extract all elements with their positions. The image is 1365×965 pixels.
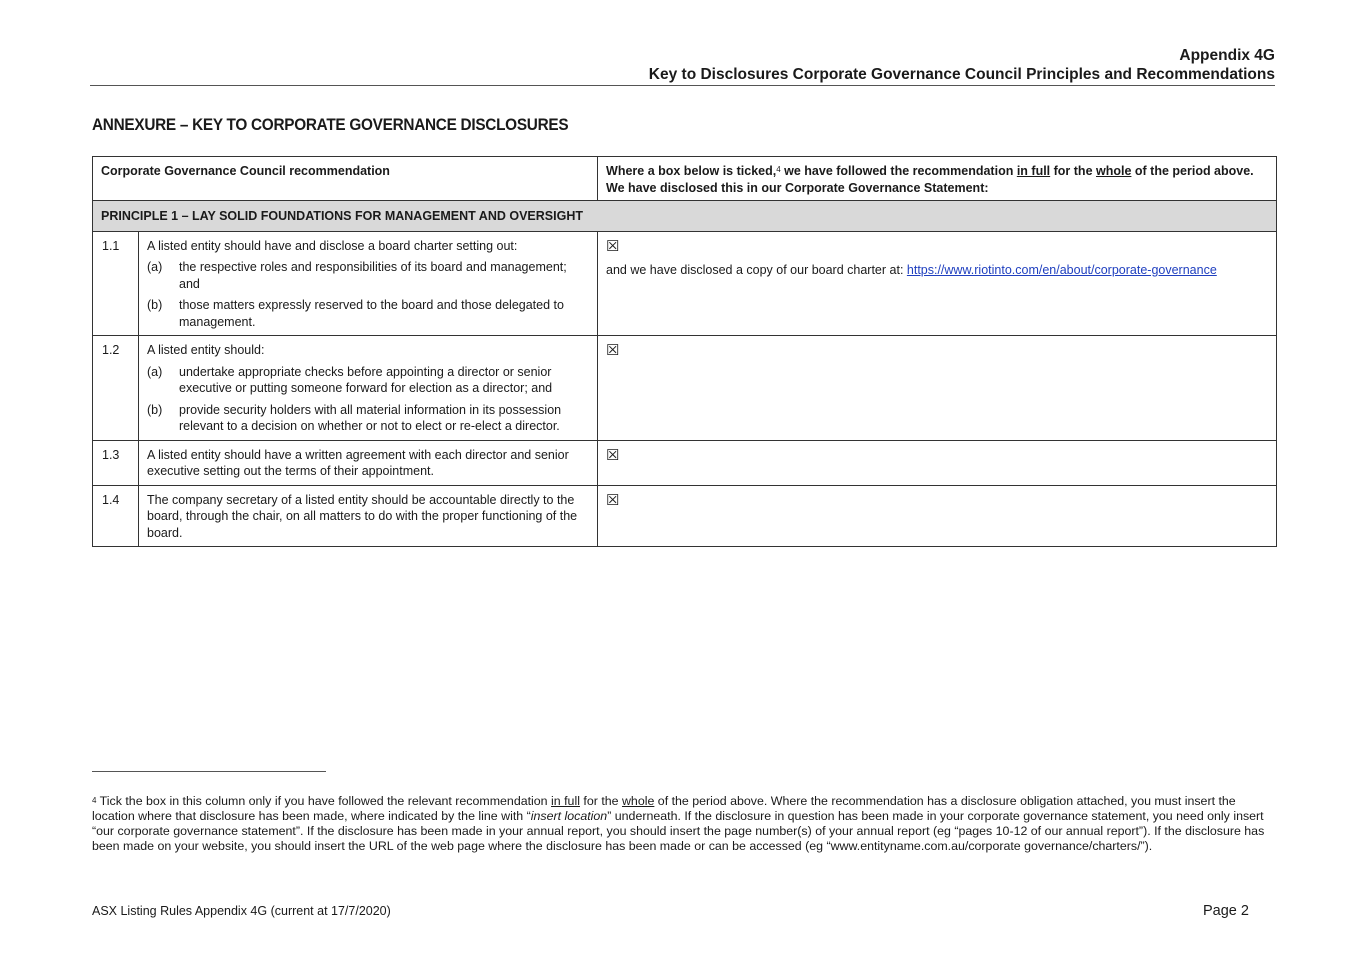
recommendation-text: A listed entity should: (147, 343, 265, 357)
footnote-divider (92, 771, 326, 772)
checked-box-icon[interactable]: ☒ (606, 446, 620, 464)
recommendation-number: 1.1 (102, 238, 120, 253)
table-header-row (93, 157, 1277, 201)
table-row (93, 231, 1277, 336)
principle-heading: PRINCIPLE 1 – LAY SOLID FOUNDATIONS FOR MANAGEMENT AND OVERSIGHT (101, 209, 583, 223)
board-charter-link[interactable]: https://www.riotinto.com/en/about/corporate-governance (906, 262, 1217, 277)
footnote-number: 4 (92, 796, 97, 805)
recommendation-number: 1.4 (102, 492, 120, 507)
checked-box-icon[interactable]: ☒ (606, 491, 620, 509)
footnote-ref[interactable]: 4 (776, 165, 781, 174)
principle-row (93, 201, 1277, 232)
sub-item: (b) provide security holders with all material information in its possession relevant to a decision on whether or not to elect or re-elect a director. (147, 402, 562, 433)
recommendation-text: A listed entity should have a written agreement with each director and senior executive setting out the terms of their appointment. (147, 447, 569, 478)
page-number: Page 2 (1203, 903, 1249, 919)
annexure-title: ANNEXURE – KEY TO CORPORATE GOVERNANCE DISCLOSURES (92, 116, 569, 134)
checked-box-icon[interactable]: ☒ (606, 342, 620, 359)
table-row (93, 440, 1277, 485)
recommendation-text: A listed entity should have and disclose a board charter setting out: (147, 238, 518, 253)
header-divider (90, 85, 1275, 86)
page-header (90, 46, 1275, 84)
recommendation-number: 1.2 (102, 343, 120, 357)
sub-item: (a) undertake appropriate checks before appointing a director or senior executive or putting someone forward for election as a director; and (147, 364, 553, 395)
disclosure-table (92, 156, 1277, 547)
document-subtitle: Key to Disclosures Corporate Governance Council Principles and Recommendations (648, 66, 1275, 83)
sub-item: (a) the respective roles and responsibilities of its board and management; and (147, 260, 567, 291)
recommendation-text: The company secretary of a listed entity should be accountable directly to the board, through the chair, on all matters to do with the proper functioning of the board. (147, 492, 578, 540)
table-row (93, 336, 1277, 441)
appendix-label: Appendix 4G (1179, 47, 1275, 64)
footnote: $^4$ Tick the box in this column only if you have followed the relevant recommendation in full for the whole of the period above. Where the recommendation has a disclosure obligation attached, you must insert the location where that disclosure has been made, where indicated by the line with “insert location” underneath. If the disclosure in question has been made in your corporate governance statement, you need only insert “our corporate governance statement”. If the disclosure has been made in your annual report, you should insert the page number(s) of your annual report (eg “pages 10-12 of our annual report”). If the disclosure has been made on your website, you should insert the URL of the web page where the disclosure has been made or can be accessed (eg “www.entityname.com.au/corporate governance/charters/”). (92, 794, 1265, 853)
sub-item: (b) those matters expressly reserved to the board and those delegated to management. (147, 298, 564, 329)
recommendation-number: 1.3 (102, 447, 120, 462)
checked-box-icon[interactable]: ☒ (606, 237, 620, 255)
charter-note: and we have disclosed a copy of our board charter at: (606, 262, 907, 277)
footer-source: ASX Listing Rules Appendix 4G (current at 17/7/2020) (92, 904, 391, 918)
recommendation-column-header: Corporate Governance Council recommendation (93, 157, 598, 201)
table-row (93, 485, 1277, 547)
disclosure-column-header: Where a box below is ticked,$^4$ we have followed the recommendation in full for the whole of the period above. We have disclosed this in our Corporate Governance Statement: (598, 157, 1277, 201)
